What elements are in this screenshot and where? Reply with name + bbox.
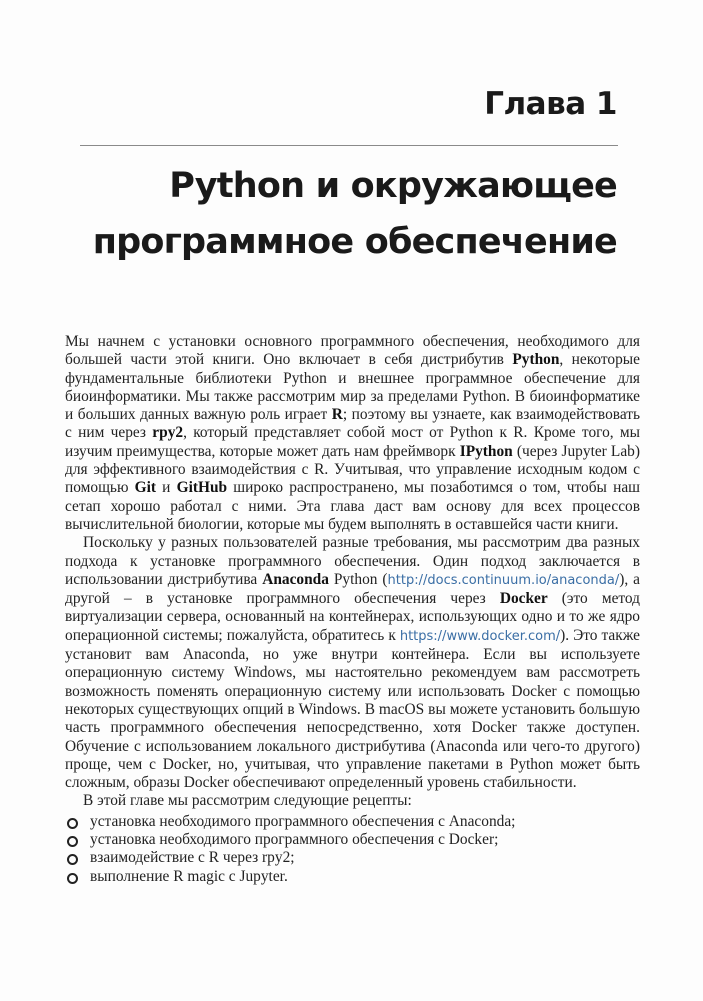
chapter-label: Глава 1 — [484, 86, 617, 122]
term-rpy2: rpy2 — [152, 424, 184, 442]
text-run: Поскольку у разных пользователей разные требования, мы рассмотрим два разных подхода к установке программного обеспечения. Один подход заключается в использовании дистрибутива — [65, 534, 640, 588]
chapter-divider — [80, 145, 618, 146]
list-item — [65, 849, 640, 867]
text-run: (через Jupyter Lab) для эффективного взаимодействия с R. Учитывая, что управление исходным кодом с помощью — [65, 442, 640, 497]
anaconda-docs-link[interactable]: http://docs.continuum.io/anaconda/ — [387, 572, 620, 588]
text-run: (это метод виртуализации сервера, основанный на контейнерах, использующих одно и то же ядро операционной системы; пожалуйста, обратитесь к — [65, 590, 641, 644]
term-python: Python — [512, 351, 560, 369]
circle-bullet-icon — [67, 836, 78, 847]
recipes-list — [65, 813, 640, 886]
list-item-text: взаимодействие с R через rpy2; — [90, 849, 295, 867]
term-ipython: IPython — [459, 442, 513, 460]
list-item — [65, 868, 640, 886]
text-run: ; поэтому вы узнаете, как взаимодействовать с ним через — [65, 406, 641, 442]
chapter-title-line-2: программное обеспечение — [92, 222, 617, 262]
body-text — [65, 333, 640, 886]
text-run: и — [156, 479, 177, 497]
term-git: Git — [134, 479, 156, 497]
text-run: , некоторые фундаментальные библиотеки Python и внешнее программное обеспечение для биоинформатики. Мы также рассмотрим мир за пределами Python. В биоинформатике и больших данных важную роль играет — [65, 351, 640, 424]
circle-bullet-icon — [67, 854, 78, 865]
term-anaconda: Anaconda — [262, 570, 329, 588]
list-item-text: установка необходимого программного обеспечения с Docker; — [90, 831, 499, 849]
list-item-text: выполнение R magic с Jupyter. — [90, 867, 288, 885]
intro-paragraph — [65, 333, 640, 534]
circle-bullet-icon — [67, 818, 78, 829]
text-run: ). Это также установит вам Anaconda, но уже внутри контейнера. Если вы используете операционную систему Windows, мы настоятельно рекомендуем вам рассмотреть возможность поменять операционную систему или использовать Docker с помощью некоторых существующих опций в Windows. В macOS вы можете установить большую часть программного обеспечения непосредственно, хотя Docker также доступен. Обучение с использованием локального дистрибутива (Anaconda или чего-то другого) проще, чем с Docker, но, учитывая, что управление пакетами в Python может быть сложным, образы Docker обеспечивают определенный уровень стабильности. — [65, 626, 640, 792]
text-run: , который представляет собой мост от Python к R. Кроме того, мы изучим преимущества, которые может дать нам фреймворк — [65, 424, 640, 460]
approaches-paragraph — [65, 534, 640, 792]
text-run: ), а другой – в установке программного обеспечения через — [65, 570, 640, 608]
text-run: Python ( — [328, 570, 388, 588]
list-item — [65, 831, 640, 849]
chapter-title-line-1: Python и окружающее — [169, 166, 617, 206]
circle-bullet-icon — [67, 873, 78, 884]
term-docker: Docker — [499, 590, 548, 608]
term-r: R — [331, 406, 343, 424]
text-run: широко распространено, мы позаботимся о том, чтобы наш сетап хорошо работал с ними. Эта глава даст вам основу для всех процессов вычислительной биологии, которые мы будем выполнять в оставшейся части книги. — [65, 479, 640, 533]
list-item-text: установка необходимого программного обеспечения с Anaconda; — [90, 812, 516, 830]
term-github: GitHub — [176, 479, 228, 497]
chapter-title — [93, 158, 617, 270]
list-item — [65, 813, 640, 831]
recipes-intro: В этой главе мы рассмотрим следующие рецепты: — [83, 792, 412, 810]
docker-link[interactable]: https://www.docker.com/ — [399, 628, 561, 644]
text-run: Мы начнем с установки основного программного обеспечения, необходимого для большей части этой книги. Оно включает в себя дистрибутив — [65, 333, 640, 369]
